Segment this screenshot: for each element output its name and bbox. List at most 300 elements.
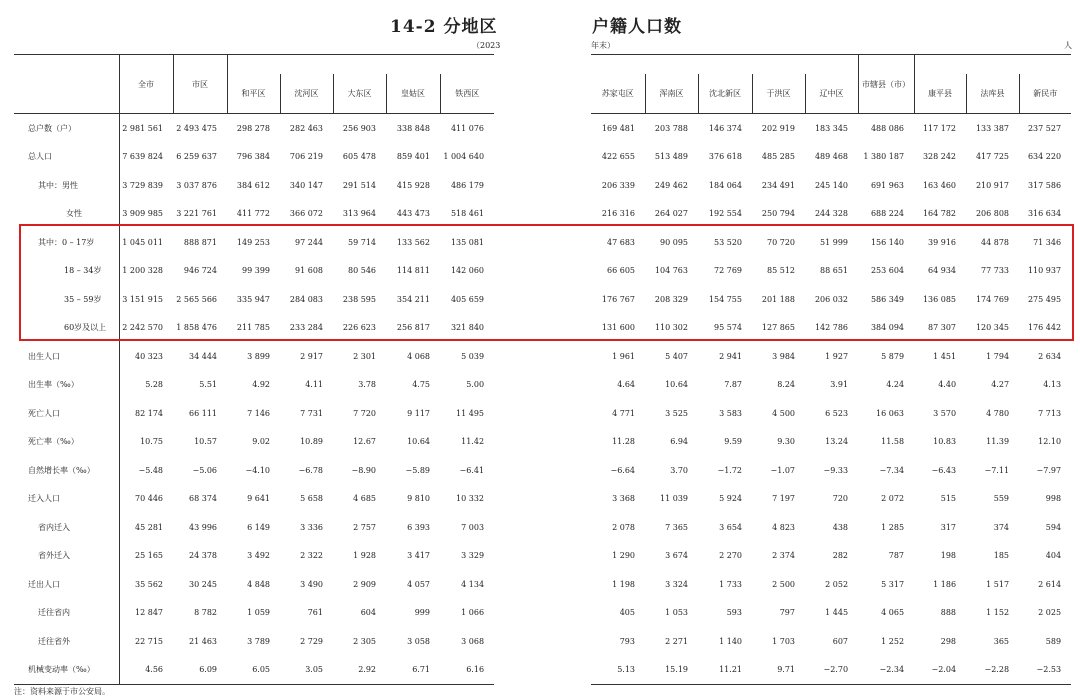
table-row [591, 228, 1071, 257]
table-cell: 2 052 [825, 579, 849, 589]
table-cell: 2 614 [1038, 579, 1062, 589]
table-cell: 66 111 [189, 408, 217, 418]
table-cell: 127 865 [761, 323, 795, 333]
table-cell: −8.90 [351, 465, 376, 475]
table-cell: 131 600 [601, 323, 635, 333]
row-label: 出生率（‰） [14, 371, 119, 400]
table-row [591, 428, 1071, 457]
table-cell: 164 782 [922, 209, 957, 219]
row-label: 出生人口 [14, 342, 119, 371]
table-cell: 40 323 [135, 351, 163, 361]
table-row [591, 342, 1071, 371]
table-cell: 3 899 [247, 351, 270, 361]
table-cell: 2 565 566 [176, 294, 217, 304]
table-cell: 513 489 [654, 152, 688, 162]
table-cell: 282 [832, 551, 849, 561]
table-cell: 198 [940, 551, 957, 561]
row-label: 迁往省内 [14, 599, 119, 628]
table-row [591, 257, 1071, 286]
row-label: 机械变动率（‰） [14, 656, 119, 685]
table-cell: 43 996 [189, 522, 217, 532]
table-cell: 2 729 [300, 636, 323, 646]
table-cell: 354 211 [396, 294, 430, 304]
right-table [591, 55, 1071, 685]
table-row [14, 171, 494, 200]
table-cell: 1 517 [986, 579, 1010, 589]
table-cell: 607 [832, 636, 849, 646]
row-label: 死亡率（‰） [14, 428, 119, 457]
header-district: 于洪区 [752, 74, 805, 114]
table-cell: 2 981 561 [122, 123, 163, 133]
table-cell: 7 197 [772, 494, 795, 504]
table-cell: −7.34 [879, 465, 905, 475]
table-cell: 256 817 [396, 323, 430, 333]
left-table-panel [14, 54, 494, 685]
header-district: 和平区 [227, 74, 280, 114]
table-cell: −1.07 [770, 465, 795, 475]
table-cell: 9.59 [724, 437, 742, 447]
table-cell: 12.10 [1038, 437, 1062, 447]
table-cell: 142 786 [814, 323, 849, 333]
table-cell: 30 245 [189, 579, 217, 589]
table-cell: 4 848 [247, 579, 270, 589]
table-cell: 110 302 [654, 323, 688, 333]
table-cell: 5.00 [466, 380, 485, 390]
table-cell: 9.71 [777, 665, 795, 675]
table-cell: 72 769 [714, 266, 742, 276]
table-cell: 120 345 [975, 323, 1010, 333]
table-cell: 4 134 [461, 579, 485, 589]
table-row [591, 456, 1071, 485]
table-cell: 6 393 [407, 522, 430, 532]
table-cell: 13.24 [825, 437, 849, 447]
table-cell: 6 149 [247, 522, 270, 532]
table-cell: 1 152 [986, 608, 1010, 618]
table-row [14, 656, 494, 685]
table-cell: 10.75 [140, 437, 163, 447]
table-cell: 888 871 [183, 237, 217, 247]
table-row [14, 485, 494, 514]
table-cell: 185 [993, 551, 1010, 561]
table-cell: 485 285 [761, 152, 795, 162]
table-cell: −4.10 [245, 465, 270, 475]
table-cell: 7 003 [461, 522, 485, 532]
table-cell: 5.28 [145, 380, 163, 390]
table-cell: 3 058 [407, 636, 430, 646]
table-cell: 1 703 [772, 636, 795, 646]
table-cell: 10.83 [933, 437, 957, 447]
table-cell: 340 147 [289, 180, 323, 190]
table-cell: 888 [940, 608, 957, 618]
table-cell: 2.92 [358, 665, 376, 675]
table-cell: 1 053 [665, 608, 688, 618]
table-row [14, 399, 494, 428]
table-cell: 3 909 985 [122, 209, 163, 219]
table-cell: 411 772 [236, 209, 270, 219]
table-cell: 85 512 [767, 266, 795, 276]
table-cell: 7 731 [300, 408, 323, 418]
table-cell: 298 [940, 636, 957, 646]
table-cell: 706 219 [289, 152, 323, 162]
table-cell: 1 285 [881, 522, 905, 532]
table-cell: 488 086 [870, 123, 905, 133]
table-cell: 604 [360, 608, 376, 618]
table-cell: 7 713 [1038, 408, 1062, 418]
table-cell: 787 [888, 551, 905, 561]
table-cell: 761 [307, 608, 323, 618]
table-cell: 206 339 [601, 180, 635, 190]
table-cell: 8 782 [194, 608, 217, 618]
table-cell: 71 346 [1033, 237, 1062, 247]
table-cell: 1 140 [719, 636, 742, 646]
row-label: 省内迁入 [14, 513, 119, 542]
row-label: 35 – 59岁 [14, 285, 119, 314]
table-cell: 250 794 [761, 209, 795, 219]
row-label: 死亡人口 [14, 399, 119, 428]
table-cell: 275 495 [1027, 294, 1062, 304]
table-cell: 6.05 [252, 665, 270, 675]
table-cell: 163 460 [922, 180, 957, 190]
table-cell: 1 927 [825, 351, 849, 361]
table-cell: 376 618 [708, 152, 742, 162]
header-district: 沈河区 [280, 74, 333, 114]
table-cell: 10 332 [456, 494, 485, 504]
table-cell: 9 641 [247, 494, 270, 504]
table-cell: 2 909 [353, 579, 376, 589]
table-cell: 146 374 [708, 123, 742, 133]
table-cell: 10.64 [665, 380, 688, 390]
table-cell: −6.64 [610, 465, 635, 475]
table-cell: 404 [1045, 551, 1062, 561]
table-cell: −2.28 [984, 665, 1010, 675]
title-left: 14-2 分地区 [390, 17, 498, 37]
table-cell: 515 [940, 494, 957, 504]
table-cell: 1 200 328 [122, 266, 163, 276]
table-cell: 3 583 [719, 408, 742, 418]
table-cell: 291 514 [342, 180, 376, 190]
table-cell: 3 329 [461, 551, 485, 561]
table-cell: 156 140 [870, 237, 905, 247]
table-cell: 64 934 [928, 266, 957, 276]
table-cell: 2 305 [353, 636, 376, 646]
table-cell: 1 059 [247, 608, 270, 618]
row-label: 总户数（户） [14, 114, 119, 143]
table-cell: 796 384 [236, 152, 270, 162]
table-cell: 422 655 [601, 152, 635, 162]
table-cell: 3 492 [247, 551, 270, 561]
table-cell: 999 [414, 608, 430, 618]
table-cell: 317 586 [1027, 180, 1062, 190]
left-header-blank [14, 55, 119, 114]
table-cell: 253 604 [870, 266, 905, 276]
table-cell: 2 941 [719, 351, 742, 361]
table-cell: 859 401 [396, 152, 430, 162]
table-cell: 4.64 [617, 380, 635, 390]
table-cell: 415 928 [396, 180, 430, 190]
table-cell: 82 174 [135, 408, 163, 418]
table-cell: 3 324 [665, 579, 688, 589]
table-row [14, 456, 494, 485]
table-cell: 4.11 [305, 380, 323, 390]
table-cell: −6.78 [298, 465, 323, 475]
table-cell: 133 562 [396, 237, 430, 247]
row-label: 省外迁入 [14, 542, 119, 571]
table-row [591, 399, 1071, 428]
header-county: 康平县 [914, 74, 966, 114]
table-cell: 384 612 [236, 180, 270, 190]
table-cell: 90 095 [660, 237, 688, 247]
table-row [591, 656, 1071, 685]
table-cell: 206 032 [814, 294, 849, 304]
table-cell: 1 794 [986, 351, 1010, 361]
table-cell: 149 253 [236, 237, 270, 247]
header-county: 新民市 [1019, 74, 1071, 114]
table-row [14, 627, 494, 656]
table-cell: 3.91 [830, 380, 849, 390]
table-cell: −5.89 [405, 465, 430, 475]
table-row [14, 257, 494, 286]
table-cell: −2.70 [823, 665, 849, 675]
table-cell: 3 417 [407, 551, 430, 561]
table-cell: 3 525 [665, 408, 688, 418]
table-cell: 3 729 839 [122, 180, 163, 190]
row-label: 其中：0 – 17岁 [14, 228, 119, 257]
table-cell: 4 500 [772, 408, 795, 418]
table-cell: 338 848 [396, 123, 430, 133]
table-cell: 405 659 [450, 294, 485, 304]
table-cell: 244 328 [814, 209, 849, 219]
table-cell: 365 [993, 636, 1010, 646]
table-cell: 3.78 [358, 380, 376, 390]
table-cell: 4 068 [407, 351, 430, 361]
table-cell: 5 924 [719, 494, 742, 504]
unit-label: 人 [1064, 41, 1072, 50]
table-cell: 298 278 [236, 123, 270, 133]
table-cell: 1 186 [933, 579, 957, 589]
header-county-span [914, 55, 1071, 74]
table-cell: 793 [619, 636, 635, 646]
table-cell: 35 562 [135, 579, 163, 589]
table-row [591, 200, 1071, 229]
table-cell: 6.94 [670, 437, 688, 447]
table-cell: 3 490 [300, 579, 323, 589]
table-cell: 110 937 [1027, 266, 1062, 276]
table-cell: 593 [726, 608, 742, 618]
table-cell: 245 140 [814, 180, 849, 190]
table-cell: 2 271 [665, 636, 688, 646]
table-cell: 6.71 [412, 665, 430, 675]
table-cell: −1.72 [717, 465, 742, 475]
table-cell: 313 964 [342, 209, 376, 219]
table-cell: 405 [619, 608, 635, 618]
table-row [14, 285, 494, 314]
year-note-right: 年末） [591, 41, 615, 50]
table-cell: 4 685 [353, 494, 376, 504]
table-cell: 154 755 [708, 294, 742, 304]
table-cell: 688 224 [870, 209, 905, 219]
header-district: 铁西区 [440, 74, 494, 114]
table-cell: 3 368 [612, 494, 635, 504]
table-cell: 321 840 [450, 323, 485, 333]
table-cell: 95 574 [714, 323, 742, 333]
table-cell: −9.33 [823, 465, 849, 475]
row-label: 迁出人口 [14, 570, 119, 599]
table-cell: 1 252 [881, 636, 905, 646]
row-label: 60岁及以上 [14, 314, 119, 343]
header-quanshi: 全市 [119, 55, 173, 114]
table-cell: 518 461 [450, 209, 485, 219]
table-row [591, 143, 1071, 172]
table-cell: 3 674 [665, 551, 688, 561]
table-cell: 9 117 [407, 408, 430, 418]
table-cell: 59 714 [348, 237, 376, 247]
table-cell: 11.39 [986, 437, 1010, 447]
table-cell: 2 301 [353, 351, 376, 361]
table-cell: 77 733 [981, 266, 1010, 276]
table-cell: 39 916 [928, 237, 957, 247]
table-cell: 411 076 [450, 123, 485, 133]
header-district: 苏家屯区 [591, 74, 645, 114]
table-cell: 51 999 [820, 237, 849, 247]
table-cell: −6.43 [931, 465, 957, 475]
table-cell: 4 780 [986, 408, 1010, 418]
table-cell: 1 451 [933, 351, 957, 361]
table-cell: 237 527 [1027, 123, 1062, 133]
table-cell: −7.11 [984, 465, 1010, 475]
table-cell: 7 146 [247, 408, 270, 418]
table-cell: 2 078 [612, 522, 635, 532]
table-cell: 184 064 [708, 180, 742, 190]
table-cell: 66 605 [607, 266, 635, 276]
table-cell: 486 179 [450, 180, 485, 190]
table-cell: 34 444 [189, 351, 217, 361]
table-cell: 10.89 [300, 437, 323, 447]
table-cell: 11 495 [456, 408, 485, 418]
table-cell: 176 767 [601, 294, 635, 304]
table-cell: 24 378 [189, 551, 217, 561]
table-cell: 2 917 [300, 351, 323, 361]
table-cell: 2 025 [1038, 608, 1062, 618]
table-cell: 21 463 [189, 636, 217, 646]
table-cell: −5.48 [138, 465, 163, 475]
table-cell: 443 473 [396, 209, 430, 219]
table-row [591, 542, 1071, 571]
table-cell: 366 072 [289, 209, 323, 219]
table-cell: 282 463 [289, 123, 323, 133]
table-row [591, 627, 1071, 656]
header-shiqu: 市区 [173, 55, 227, 114]
table-cell: 5.13 [617, 665, 635, 675]
table-cell: 10.64 [407, 437, 430, 447]
table-cell: −5.06 [192, 465, 217, 475]
table-cell: 3 068 [461, 636, 485, 646]
table-cell: 114 811 [396, 266, 430, 276]
table-cell: 117 172 [922, 123, 957, 133]
table-cell: 99 399 [242, 266, 270, 276]
table-cell: 4 823 [772, 522, 795, 532]
table-cell: 1 733 [719, 579, 742, 589]
table-cell: 4.56 [145, 665, 163, 675]
right-header-span [591, 55, 858, 74]
table-cell: 91 608 [295, 266, 323, 276]
header-district: 大东区 [333, 74, 386, 114]
table-cell: 374 [993, 522, 1010, 532]
table-cell: 3 037 876 [176, 180, 217, 190]
table-cell: 5.51 [199, 380, 217, 390]
table-row [591, 570, 1071, 599]
table-cell: 3 336 [300, 522, 323, 532]
table-cell: 2 500 [772, 579, 795, 589]
table-cell: 691 963 [870, 180, 905, 190]
table-cell: 264 027 [654, 209, 688, 219]
table-cell: 7.87 [724, 380, 742, 390]
table-row [14, 513, 494, 542]
table-cell: 249 462 [654, 180, 688, 190]
header-district: 皇姑区 [386, 74, 440, 114]
table-cell: 328 242 [922, 152, 957, 162]
table-cell: 68 374 [189, 494, 217, 504]
table-row [14, 228, 494, 257]
table-cell: 208 329 [654, 294, 688, 304]
table-cell: 946 724 [183, 266, 217, 276]
table-cell: 70 720 [767, 237, 795, 247]
table-cell: −2.04 [931, 665, 957, 675]
table-row [14, 542, 494, 571]
table-cell: 5 317 [881, 579, 905, 589]
table-cell: 70 446 [135, 494, 163, 504]
table-cell: −6.41 [459, 465, 485, 475]
table-cell: 6 259 637 [176, 152, 217, 162]
table-cell: 316 634 [1027, 209, 1062, 219]
header-district: 浑南区 [645, 74, 698, 114]
table-cell: 4.40 [938, 380, 957, 390]
table-cell: 1 198 [612, 579, 635, 589]
row-label: 自然增长率（‰） [14, 456, 119, 485]
table-cell: 135 081 [450, 237, 485, 247]
title-right: 户籍人口数 [592, 17, 682, 37]
table-cell: 142 060 [450, 266, 485, 276]
table-cell: 15.19 [665, 665, 688, 675]
table-cell: 10.57 [194, 437, 217, 447]
table-cell: −2.53 [1036, 665, 1062, 675]
left-table [14, 55, 494, 685]
table-cell: 998 [1045, 494, 1062, 504]
table-cell: 3.70 [670, 465, 688, 475]
table-cell: 594 [1045, 522, 1062, 532]
table-cell: 284 083 [289, 294, 323, 304]
header-district: 辽中区 [805, 74, 858, 114]
table-cell: 7 365 [665, 522, 688, 532]
table-cell: 1 928 [353, 551, 376, 561]
table-cell: 176 442 [1027, 323, 1062, 333]
table-row [14, 371, 494, 400]
table-cell: 22 715 [135, 636, 163, 646]
table-cell: 201 188 [761, 294, 795, 304]
header-district-span [227, 55, 494, 74]
table-cell: 589 [1045, 636, 1062, 646]
table-cell: 233 284 [289, 323, 323, 333]
table-cell: 797 [779, 608, 795, 618]
table-cell: 2 322 [300, 551, 323, 561]
table-cell: 44 878 [981, 237, 1010, 247]
table-cell: −2.34 [879, 665, 905, 675]
table-cell: 438 [832, 522, 849, 532]
table-row [14, 599, 494, 628]
table-row [14, 114, 494, 143]
table-cell: 226 623 [342, 323, 376, 333]
table-cell: 2 493 475 [176, 123, 217, 133]
table-row [14, 570, 494, 599]
